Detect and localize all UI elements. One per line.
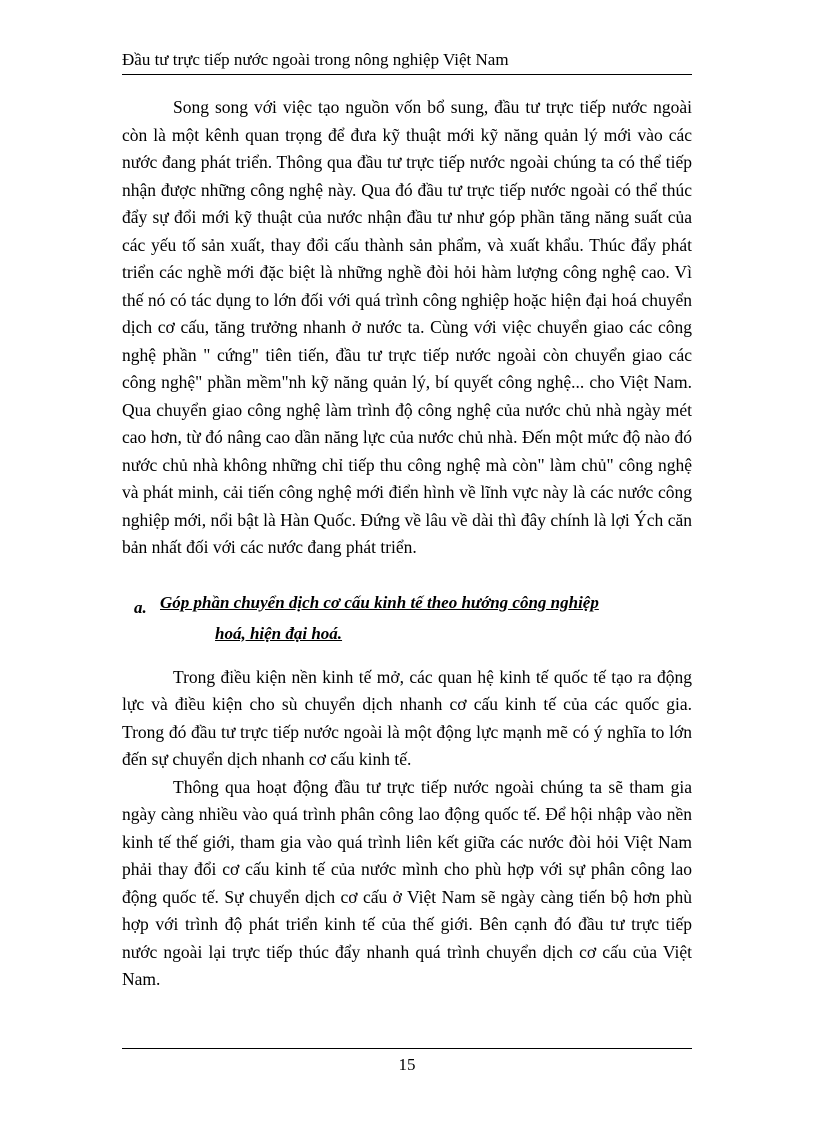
section-title-line-2: hoá, hiện đại hoá. xyxy=(215,623,343,643)
running-header xyxy=(122,46,692,75)
section-marker: a. xyxy=(134,597,147,617)
footer-divider xyxy=(122,1048,692,1049)
paragraph-technology-transfer: Song song với việc tạo nguồn vốn bổ sung, đầu tư trực tiếp nước ngoài còn là một kênh quan trọng để đưa kỹ thuật mới kỹ năng quản lý mới vào các nước đang phát triển. Thông qua đầu tư trực tiếp nước ngoài chúng ta có thể tiếp nhận được những công nghệ này. Qua đó đầu tư trực tiếp nước ngoài có thể thúc đẩy sự đổi mới kỹ thuật của nước nhận đầu tư như góp phần tăng năng suất của các yếu tố sản xuất, thay đổi cấu thành sản phẩm, và xuất khẩu. Thúc đẩy phát triển các nghề mới đặc biệt là những nghề đòi hỏi hàm lượng công nghệ cao. Vì thế nó có tác dụng to lớn đối với quá trình công nghiệp hoặc hiện đại hoá chuyển dịch cơ cấu, tăng trưởng nhanh ở nước ta. Cùng với việc chuyển giao các công nghệ phần " cứng" tiên tiến, đầu tư trực tiếp nước ngoài còn chuyển giao các công nghệ" phần mềm"nh kỹ năng quản lý, bí quyết công nghệ... cho Việt Nam. Qua chuyển giao công nghệ làm trình độ công nghệ của nước chủ nhà ngày mét cao hơn, từ đó nâng cao dần năng lực của nước chủ nhà. Đến một mức độ nào đó nước chủ nhà không những chỉ tiếp thu công nghệ mà còn" làm chủ" công nghệ và phát minh, cải tiến công nghệ mới điển hình về lĩnh vực này là các nước công nghiệp mới, nổi bật là Hàn Quốc. Đứng về lâu về dài thì đây chính là lợi Ých căn bản nhất đối với các nước đang phát triển. xyxy=(122,97,692,557)
paragraph-open-economy: Trong điều kiện nền kinh tế mở, các quan hệ kinh tế quốc tế tạo ra động lực và điều kiện cho sù chuyển dịch nhanh cơ cấu kinh tế của các quốc gia. Trong đó đầu tư trực tiếp nước ngoài là một động lực mạnh mẽ có ý nghĩa to lớn đến sự chuyển dịch nhanh cơ cấu kinh tế. xyxy=(122,666,692,769)
header-title: Đầu tư trực tiếp nước ngoài trong nông nghiệp Việt Nam xyxy=(122,50,509,69)
section-title-line-1: Góp phần chuyển dịch cơ cấu kinh tế theo hướng công nghiệp xyxy=(160,592,599,612)
page-number: 15 xyxy=(398,1055,416,1074)
page-body xyxy=(122,94,692,994)
paragraph-labor-division: Thông qua hoạt động đầu tư trực tiếp nước ngoài chúng ta sẽ tham gia ngày càng nhiều vào quá trình phân công lao động quốc tế. Để hội nhập vào nền kinh tế thế giới, tham gia vào quá trình liên kết giữa các nước đòi hỏi Việt Nam phải thay đổi cơ cấu kinh tế của nước mình cho phù hợp với sự phân công lao động quốc tế. Sự chuyển dịch cơ cấu ở Việt Nam sẽ ngày càng tiến bộ hơn phù hợp với trình độ phát triển kinh tế của thế giới. Bên cạnh đó đầu tư trực tiếp nước ngoài lại trực tiếp thúc đẩy nhanh quá trình chuyển dịch cơ cấu của Việt Nam. xyxy=(122,776,692,989)
section-heading xyxy=(122,589,692,648)
